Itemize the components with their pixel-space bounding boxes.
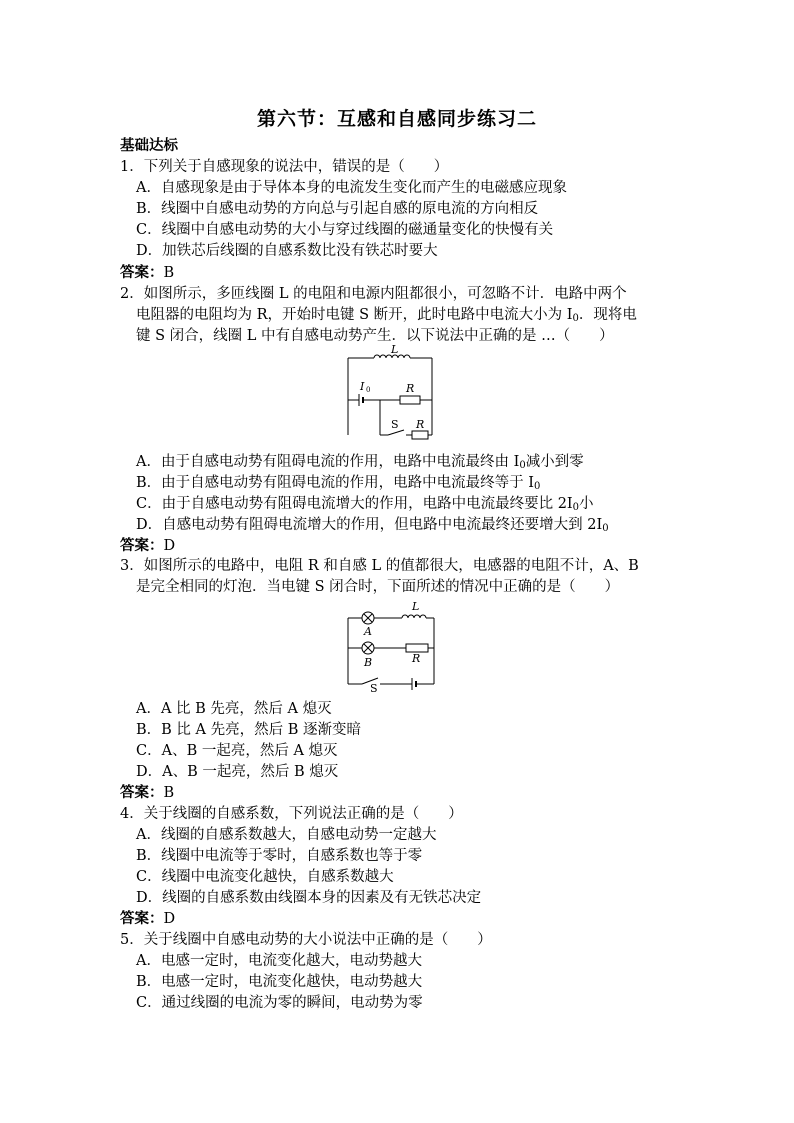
q1-stem: 1．下列关于自感现象的说法中，错误的是（ ） <box>120 159 449 175</box>
q4-answer: 答案：D <box>120 910 176 927</box>
q3-label-a: A <box>364 625 372 638</box>
q3-label-r: R <box>412 652 421 665</box>
q1-option-d: D．加铁芯后线圈的自感系数比没有铁芯时要大 <box>136 243 438 259</box>
q2-option-b: B．由于自感电动势有阻碍电流的作用，电路中电流最终等于 $I_0$ <box>136 475 541 492</box>
q1-option-a: A．自感现象是由于导体本身的电流发生变化而产生的电磁感应现象 <box>136 180 567 196</box>
q3-inductor-coil <box>402 615 426 618</box>
q3-answer-value: B <box>163 785 175 801</box>
q2-option-d: D．自感电动势有阻碍电流增大的作用，但电路中电流最终还要增大到 $2I_0$ <box>136 517 609 534</box>
q5-option-a: A．电感一定时，电流变化越大，电动势越大 <box>136 953 422 969</box>
q2-option-c: C．由于自感电动势有阻碍电流增大的作用，电路中电流最终要比 $2I_0$小 <box>136 496 594 513</box>
q2-stem-line2-text: 电阻器的电阻均为 R，开始时电键 S 断开，此时电路中电流大小为 I <box>136 307 573 323</box>
q3-option-b: B．B 比 A 先亮，然后 B 逐渐变暗 <box>136 722 361 738</box>
q3-circuit-figure <box>340 600 452 692</box>
q3-answer: 答案：B <box>120 784 175 801</box>
q2-stem-line2-tail: ．现将电 <box>578 307 637 323</box>
q2-resistor-1 <box>400 396 420 404</box>
page-title: 第六节：互感和自感同步练习二 <box>256 108 537 130</box>
q4-option-a: A．线圈的自感系数越大，自感电动势一定越大 <box>136 827 437 843</box>
q2-label-i0-sub: 0 <box>366 386 371 394</box>
q3-label-s: S <box>370 682 378 692</box>
q1-answer-value: B <box>163 265 175 281</box>
q3-stem-line2: 是完全相同的灯泡．当电键 S 闭合时，下面所述的情况中正确的是（ ） <box>136 579 620 595</box>
q3-stem-line1: 3．如图所示的电路中，电阻 R 和自感 L 的值都很大，电感器的电阻不计，A、B <box>120 558 639 574</box>
q3-option-c: C．A、B 一起亮，然后 A 熄灭 <box>136 743 338 759</box>
q3-option-a: A．A 比 B 先亮，然后 A 熄灭 <box>136 701 332 717</box>
q4-option-c: C．线圈中电流变化越快，自感系数越大 <box>136 869 394 885</box>
q3-label-l: L <box>412 600 420 613</box>
q2-answer-value: D <box>163 538 176 554</box>
q2-option-a: A．由于自感电动势有阻碍电流的作用，电路中电流最终由 $I_0$减小到零 <box>136 454 584 471</box>
q2-label-r2: R <box>416 418 425 431</box>
q2-answer: 答案：D <box>120 537 176 554</box>
q1-answer <box>120 263 174 283</box>
q2-resistor-2 <box>412 431 428 439</box>
answer-label: 答案： <box>120 264 164 281</box>
q5-stem: 5．关于线圈中自感电动势的大小说法中正确的是（ ） <box>120 932 492 948</box>
q4-option-b: B．线圈中电流等于零时，自感系数也等于零 <box>136 848 423 864</box>
q3-resistor <box>406 644 428 652</box>
q2-stem-line2-sub: 0 <box>572 313 579 324</box>
q5-option-c: C．通过线圈的电流为零的瞬间，电动势为零 <box>136 995 423 1011</box>
q4-option-d: D．线圈的自感系数由线圈本身的因素及有无铁芯决定 <box>136 890 482 906</box>
q1-option-b: B．线圈中自感电动势的方向总与引起自感的原电流的方向相反 <box>136 201 539 217</box>
q4-stem: 4．关于线圈的自感系数，下列说法正确的是（ ） <box>120 806 463 822</box>
q2-label-l: L <box>391 344 399 356</box>
q2-label-i0: I <box>360 380 365 393</box>
q3-label-b: B <box>364 656 373 669</box>
q2-circuit-figure <box>338 344 448 442</box>
q2-label-s: S <box>391 418 399 431</box>
section-heading: 基础达标 <box>120 137 178 154</box>
q2-stem-line3: 键 S 闭合，线圈 L 中有自感电动势产生．以下说法中正确的是 …（ ） <box>136 328 614 344</box>
q1-option-c: C．线圈中自感电动势的大小与穿过线圈的磁通量变化的快慢有关 <box>136 222 554 238</box>
q4-answer-value: D <box>163 911 176 927</box>
q5-option-b: B．电感一定时，电流变化越快，电动势越大 <box>136 974 423 990</box>
q2-stem-line1: 2．如图所示，多匝线圈 L 的电阻和电源内阻都很小，可忽略不计．电路中两个 <box>120 286 627 302</box>
q3-option-d: D．A、B 一起亮，然后 B 熄灭 <box>136 764 339 780</box>
q2-label-r1: R <box>406 382 415 395</box>
